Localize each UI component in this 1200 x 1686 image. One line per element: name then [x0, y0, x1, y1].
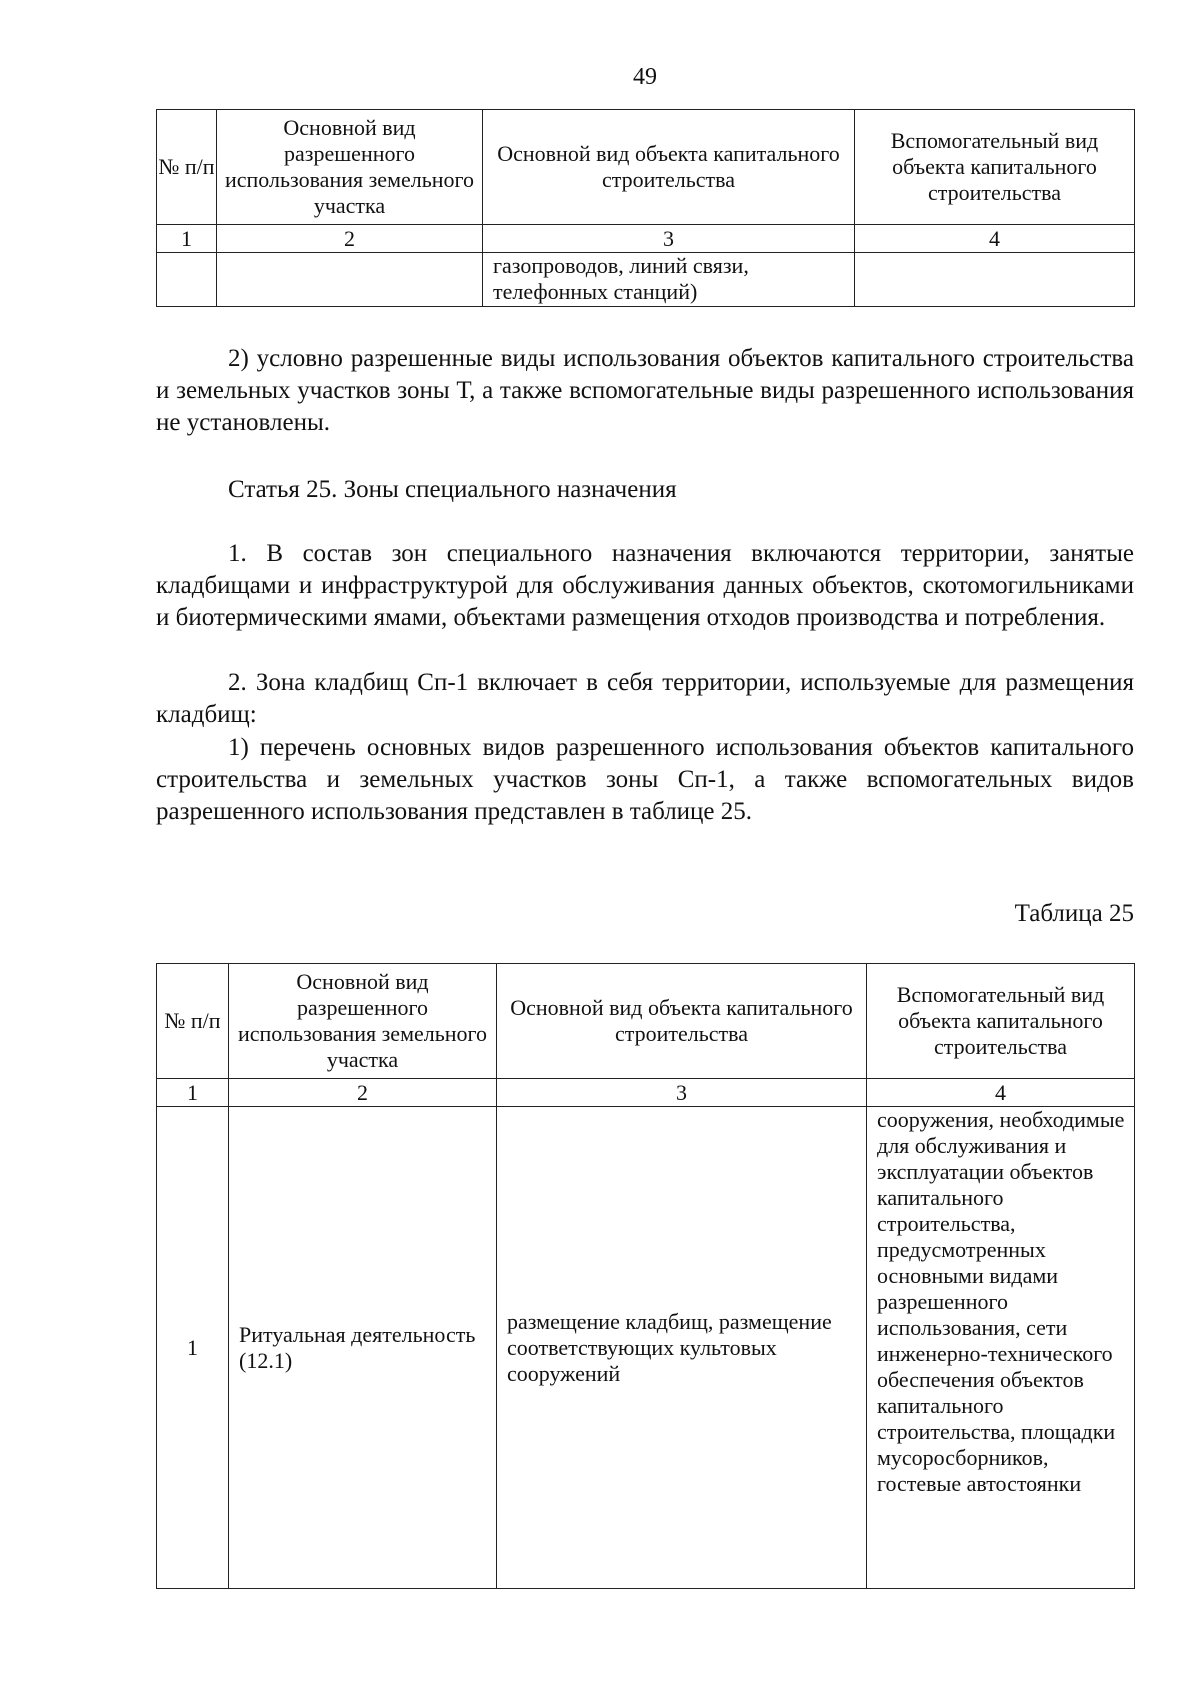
column-number: 4 [867, 1079, 1135, 1107]
header-land-use: Основной вид разрешенного использования земельного участка [217, 110, 483, 225]
table-caption: Таблица 25 [1014, 900, 1134, 927]
column-number: 2 [217, 225, 483, 253]
column-number: 1 [157, 1079, 229, 1107]
header-main-object: Основной вид объекта капитального строительства [497, 964, 867, 1079]
article-heading: Статья 25. Зоны специального назначения [228, 476, 677, 503]
cell-land-use: Ритуальная деятельность (12.1) [229, 1107, 497, 1589]
table-25 [156, 963, 1135, 1589]
table-header-row [157, 964, 1135, 1079]
column-number: 1 [157, 225, 217, 253]
column-number: 2 [229, 1079, 497, 1107]
continued-table [156, 109, 1135, 307]
column-number-row [157, 225, 1135, 253]
header-aux-object: Вспомогательный вид объекта капитального строительства [855, 110, 1135, 225]
column-number: 3 [483, 225, 855, 253]
table-header-row [157, 110, 1135, 225]
header-number: № п/п [157, 964, 229, 1079]
table-row [157, 253, 1135, 307]
cell-main-object: размещение кладбищ, размещение соответствующих культовых сооружений [497, 1107, 867, 1589]
paragraph-conditional-uses: 2) условно разрешенные виды использования объектов капитального строительства и земельных участков зоны Т, а также вспомогательные виды разрешенного использования не установлены. [156, 345, 1134, 436]
page-number: 49 [633, 64, 657, 90]
header-number: № п/п [157, 110, 217, 225]
column-number: 4 [855, 225, 1135, 253]
paragraph-zone-composition: 1. В состав зон специального назначения включаются территории, занятые кладбищами и инфраструктурой для обслуживания данных объектов, скотомогильниками и биотермическими ямами, объектами размещения отходов производства и потребления. [156, 540, 1134, 631]
table-row [157, 1107, 1135, 1589]
paragraph-list-reference: 1) перечень основных видов разрешенного использования объектов капитального строительства и земельных участков зоны Сп-1, а также вспомогательных видов разрешенного использования представлен в таблице 25. [156, 734, 1134, 825]
column-number-row [157, 1079, 1135, 1107]
column-number: 3 [497, 1079, 867, 1107]
header-main-object: Основной вид объекта капитального строительства [483, 110, 855, 225]
cell-land-use [217, 253, 483, 307]
header-aux-object: Вспомогательный вид объекта капитального строительства [867, 964, 1135, 1079]
paragraph-cemetery-zone: 2. Зона кладбищ Сп-1 включает в себя территории, используемые для размещения кладбищ: [156, 669, 1134, 728]
cell-aux-object [855, 253, 1135, 307]
cell-number [157, 253, 217, 307]
header-land-use: Основной вид разрешенного использования земельного участка [229, 964, 497, 1079]
cell-aux-object: сооружения, необходимые для обслуживания и эксплуатации объектов капитального строительства, предусмотренных основными видами разрешенного использования, сети инженерно-технического обеспечения объектов капитального строительства, площадки мусоросборников, гостевые автостоянки [867, 1107, 1135, 1589]
cell-number: 1 [157, 1107, 229, 1589]
cell-main-object: газопроводов, линий связи, телефонных станций) [483, 253, 855, 307]
